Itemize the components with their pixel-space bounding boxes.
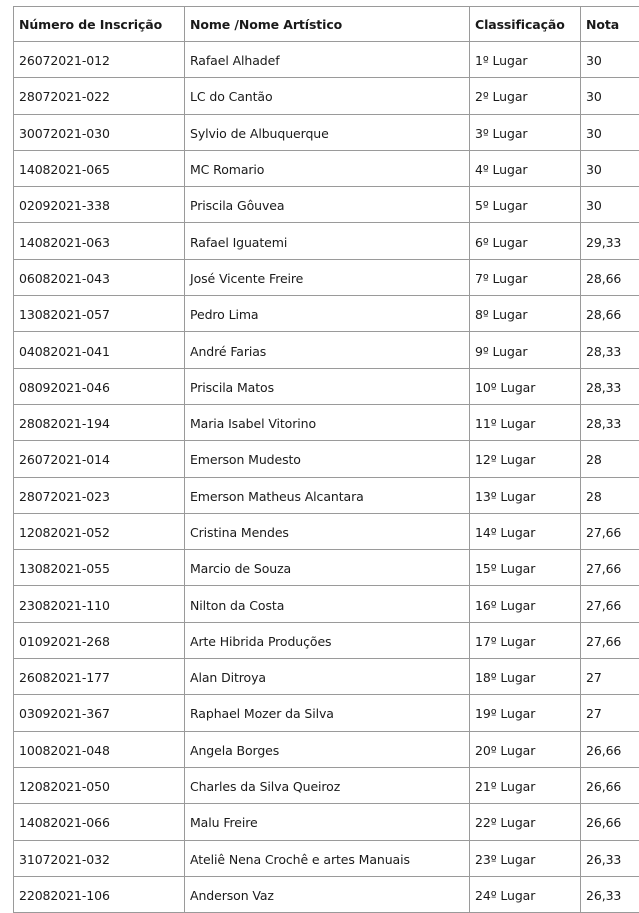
registration-number-cell: 28082021-194 [14,404,185,440]
score-cell: 27,66 [581,550,639,586]
name-cell: Pedro Lima [185,296,470,332]
name-cell: Cristina Mendes [185,513,470,549]
table-row [14,368,639,404]
score-cell: 30 [581,187,639,223]
score-cell: 26,33 [581,876,639,912]
score-cell: 28,33 [581,332,639,368]
score-cell: 28,66 [581,296,639,332]
table-row [14,78,639,114]
classification-cell: 19º Lugar [470,695,581,731]
classification-cell: 8º Lugar [470,296,581,332]
score-cell: 28,66 [581,259,639,295]
score-cell: 26,66 [581,767,639,803]
table-row [14,767,639,803]
score-cell: 28 [581,477,639,513]
name-cell: Marcio de Souza [185,550,470,586]
classification-cell: 23º Lugar [470,840,581,876]
registration-number-cell: 10082021-048 [14,731,185,767]
classification-cell: 17º Lugar [470,622,581,658]
registration-number-cell: 22082021-106 [14,876,185,912]
name-cell: Charles da Silva Queiroz [185,767,470,803]
name-cell: Raphael Mozer da Silva [185,695,470,731]
name-cell: LC do Cantão [185,78,470,114]
registration-number-cell: 26072021-014 [14,441,185,477]
table-row [14,731,639,767]
table-row [14,513,639,549]
table-row [14,441,639,477]
table-row [14,42,639,78]
score-cell: 28,33 [581,404,639,440]
score-cell: 26,66 [581,804,639,840]
score-cell: 29,33 [581,223,639,259]
registration-number-cell: 30072021-030 [14,114,185,150]
name-cell: Arte Hibrida Produções [185,622,470,658]
table-row [14,223,639,259]
table-row [14,586,639,622]
registration-number-cell: 03092021-367 [14,695,185,731]
table-row [14,804,639,840]
name-cell: Angela Borges [185,731,470,767]
score-cell: 30 [581,150,639,186]
name-cell: Emerson Matheus Alcantara [185,477,470,513]
registration-number-cell: 28072021-022 [14,78,185,114]
score-cell: 27,66 [581,513,639,549]
registration-number-cell: 08092021-046 [14,368,185,404]
registration-number-cell: 26082021-177 [14,659,185,695]
header-row [14,7,639,42]
score-cell: 27,66 [581,586,639,622]
classification-cell: 7º Lugar [470,259,581,295]
table-row [14,659,639,695]
score-cell: 30 [581,114,639,150]
name-cell: Anderson Vaz [185,876,470,912]
registration-number-cell: 26072021-012 [14,42,185,78]
registration-number-cell: 14082021-066 [14,804,185,840]
classification-cell: 15º Lugar [470,550,581,586]
classification-cell: 4º Lugar [470,150,581,186]
classification-cell: 10º Lugar [470,368,581,404]
table-body [14,42,639,913]
score-cell: 27 [581,695,639,731]
table-row [14,876,639,912]
name-cell: Nilton da Costa [185,586,470,622]
name-cell: Emerson Mudesto [185,441,470,477]
score-cell: 27,66 [581,622,639,658]
classification-cell: 2º Lugar [470,78,581,114]
score-cell: 30 [581,78,639,114]
classification-cell: 20º Lugar [470,731,581,767]
header-name: Nome /Nome Artístico [185,7,470,42]
name-cell: Priscila Matos [185,368,470,404]
classification-cell: 9º Lugar [470,332,581,368]
registration-number-cell: 31072021-032 [14,840,185,876]
table-row [14,296,639,332]
classification-cell: 13º Lugar [470,477,581,513]
table-row [14,187,639,223]
classification-cell: 12º Lugar [470,441,581,477]
registration-number-cell: 02092021-338 [14,187,185,223]
registration-number-cell: 06082021-043 [14,259,185,295]
header-classification: Classificação [470,7,581,42]
table-row [14,695,639,731]
name-cell: Ateliê Nena Crochê e artes Manuais [185,840,470,876]
classification-cell: 14º Lugar [470,513,581,549]
name-cell: André Farias [185,332,470,368]
score-cell: 30 [581,42,639,78]
table-row [14,477,639,513]
classification-cell: 3º Lugar [470,114,581,150]
registration-number-cell: 13082021-055 [14,550,185,586]
header-registration-number: Número de Inscrição [14,7,185,42]
registration-number-cell: 12082021-050 [14,767,185,803]
name-cell: Rafael Alhadef [185,42,470,78]
table-row [14,622,639,658]
classification-cell: 24º Lugar [470,876,581,912]
score-cell: 26,33 [581,840,639,876]
classification-cell: 1º Lugar [470,42,581,78]
classification-cell: 18º Lugar [470,659,581,695]
classification-cell: 16º Lugar [470,586,581,622]
score-cell: 28 [581,441,639,477]
table-row [14,404,639,440]
results-table [13,6,639,913]
name-cell: Rafael Iguatemi [185,223,470,259]
table-row [14,332,639,368]
table-row [14,114,639,150]
registration-number-cell: 14082021-065 [14,150,185,186]
name-cell: Sylvio de Albuquerque [185,114,470,150]
name-cell: Malu Freire [185,804,470,840]
name-cell: MC Romario [185,150,470,186]
score-cell: 28,33 [581,368,639,404]
table-row [14,550,639,586]
classification-cell: 22º Lugar [470,804,581,840]
registration-number-cell: 23082021-110 [14,586,185,622]
score-cell: 27 [581,659,639,695]
classification-cell: 5º Lugar [470,187,581,223]
classification-cell: 11º Lugar [470,404,581,440]
classification-cell: 21º Lugar [470,767,581,803]
registration-number-cell: 12082021-052 [14,513,185,549]
header-score: Nota [581,7,639,42]
registration-number-cell: 28072021-023 [14,477,185,513]
name-cell: José Vicente Freire [185,259,470,295]
classification-cell: 6º Lugar [470,223,581,259]
table-row [14,150,639,186]
name-cell: Priscila Gôuvea [185,187,470,223]
registration-number-cell: 14082021-063 [14,223,185,259]
registration-number-cell: 04082021-041 [14,332,185,368]
name-cell: Maria Isabel Vitorino [185,404,470,440]
table-row [14,840,639,876]
registration-number-cell: 01092021-268 [14,622,185,658]
table-row [14,259,639,295]
name-cell: Alan Ditroya [185,659,470,695]
registration-number-cell: 13082021-057 [14,296,185,332]
score-cell: 26,66 [581,731,639,767]
